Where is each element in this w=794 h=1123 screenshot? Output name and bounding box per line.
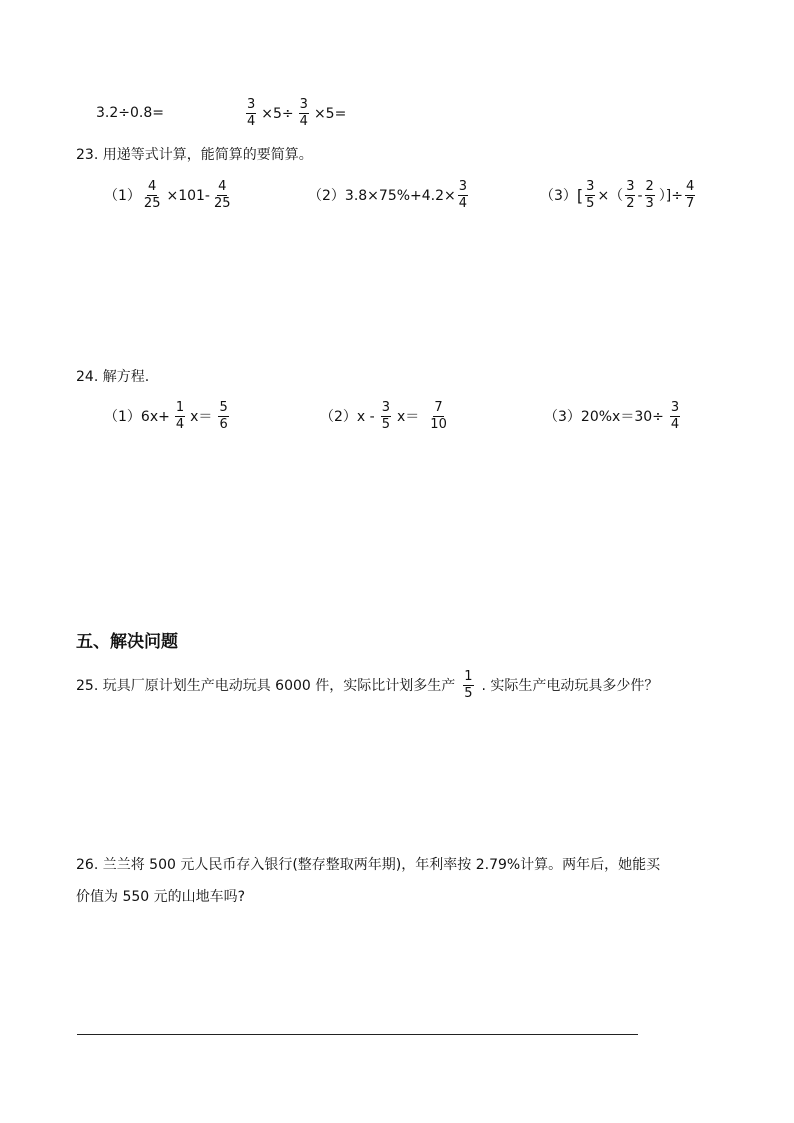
expression-text: 3.8×75%+4.2×	[344, 187, 456, 204]
q26-line2: 价值为 550 元的山地车吗?	[76, 889, 246, 905]
fraction: $\frac{3}{4}$	[670, 400, 680, 432]
top-expr1-text: 3.2÷0.8=	[96, 105, 164, 121]
q23-part1	[104, 180, 234, 211]
fraction: $\frac{5}{6}$	[219, 400, 228, 432]
operator-text: ×5÷	[261, 105, 294, 122]
part-label: （2）	[320, 408, 357, 425]
part-label: （1）	[104, 187, 141, 204]
expression-text: x -	[356, 408, 375, 425]
fraction: $\frac{3}{4}$	[247, 97, 256, 129]
fraction: $\frac{2}{3}$	[645, 179, 654, 211]
fraction: $\frac{7}{10}$	[430, 400, 447, 432]
expression-text: 6x+	[140, 408, 170, 425]
part-label: （3）	[540, 187, 577, 204]
q26-line1: 26. 兰兰将 500 元人民币存入银行(整存整取两年期)，年利率按 2.79%计算。两年后，她能买	[76, 857, 661, 873]
operator-text: x＝	[397, 408, 420, 425]
part-label: （2）	[308, 187, 345, 204]
fraction: $\frac{3}{4}$	[458, 179, 468, 211]
fraction: $\frac{3}{4}$	[299, 97, 308, 129]
section-heading: 五、解决问题	[76, 632, 178, 652]
fraction: $\frac{3}{5}$	[381, 400, 390, 432]
expression-text: 20%x＝30÷	[580, 408, 664, 425]
q23-part2	[308, 180, 470, 211]
operator-text: -	[637, 187, 643, 204]
fraction: $\frac{4}{25}$	[213, 179, 231, 211]
operator-text: ×（	[597, 187, 624, 204]
fraction: $\frac{1}{4}$	[175, 400, 185, 432]
operator-text: ）]÷	[658, 187, 684, 204]
fraction: $\frac{3}{5}$	[586, 179, 595, 211]
operator-text: x＝	[190, 408, 213, 425]
fraction: $\frac{1}{5}$	[464, 669, 473, 701]
top-expression-1	[96, 104, 164, 122]
question-text: . 实际生产电动玩具多少件？	[481, 677, 659, 694]
fraction: $\frac{4}{25}$	[143, 179, 161, 211]
operator-text: ×101-	[166, 187, 210, 204]
q23-title: 23. 用递等式计算，能简算的要简算。	[76, 147, 313, 163]
q23-part3	[540, 180, 697, 211]
question-text: 25. 玩具厂原计划生产电动玩具 6000 件，实际比计划多生产	[76, 677, 456, 694]
q24-part2	[320, 401, 450, 432]
operator-text: ×5=	[313, 105, 347, 122]
bracket-open: [	[576, 185, 584, 205]
q25-text	[76, 670, 658, 701]
bottom-divider	[77, 1034, 638, 1035]
part-label: （1）	[104, 408, 141, 425]
fraction: $\frac{4}{7}$	[686, 179, 695, 211]
q24-part1	[104, 401, 231, 432]
q24-title: 24. 解方程.	[76, 369, 150, 385]
q24-part3	[544, 401, 682, 432]
top-expression-2	[244, 98, 346, 129]
part-label: （3）	[544, 408, 581, 425]
fraction: $\frac{3}{2}$	[626, 179, 635, 211]
